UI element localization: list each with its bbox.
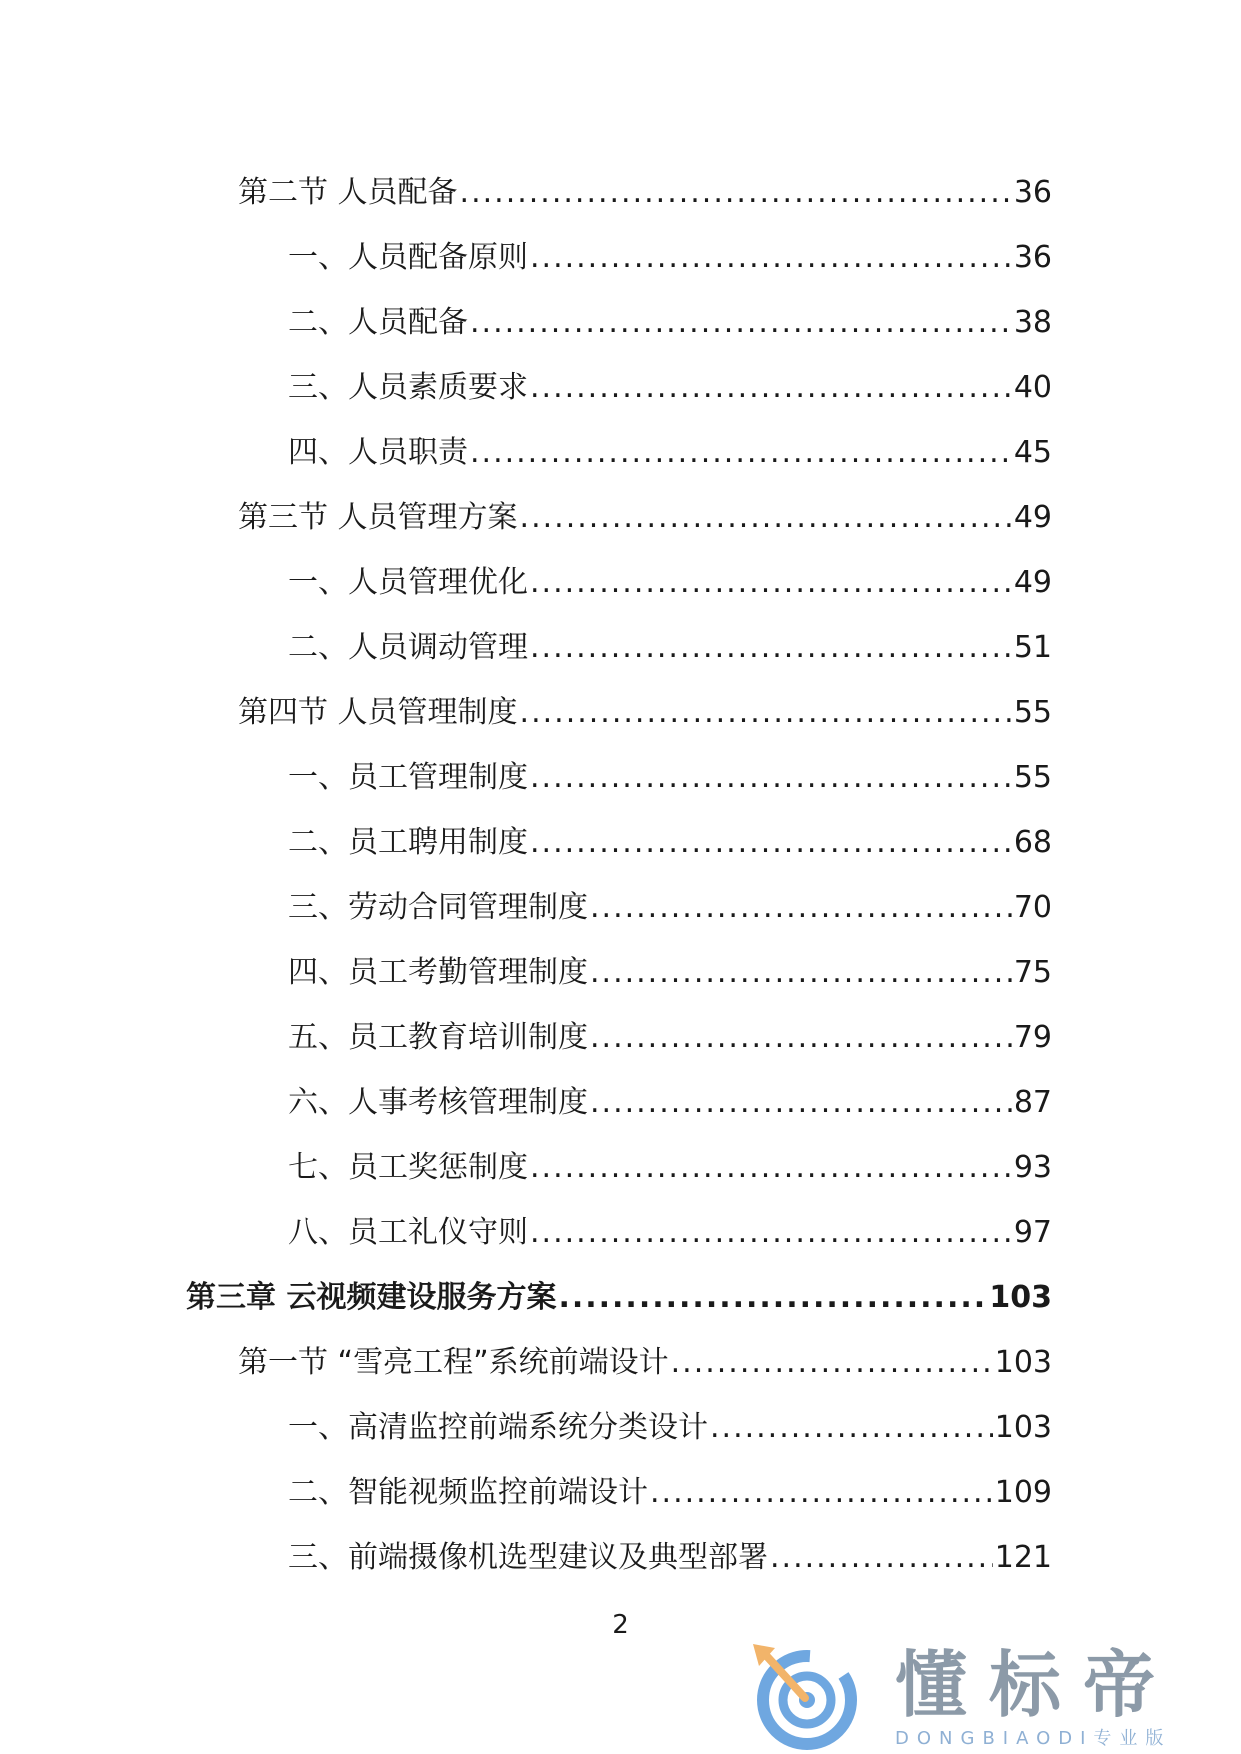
toc-dot-leader bbox=[520, 680, 1012, 745]
toc-dot-leader bbox=[470, 420, 1012, 485]
toc-entry-label: 三、前端摄像机选型建议及典型部署 bbox=[288, 1540, 768, 1575]
toc-entry-page: 40 bbox=[1013, 370, 1052, 405]
toc-entry-label: 第二节 人员配备 bbox=[238, 175, 458, 210]
toc-entry bbox=[186, 875, 1052, 940]
toc-dot-leader bbox=[530, 355, 1012, 420]
toc-entry bbox=[186, 1070, 1052, 1135]
toc-entry-page: 45 bbox=[1013, 435, 1052, 470]
toc-entry-label: 第四节 人员管理制度 bbox=[238, 695, 518, 730]
toc-entry-page: 93 bbox=[1013, 1150, 1052, 1185]
toc-entry-label: 第三节 人员管理方案 bbox=[238, 500, 518, 535]
toc-entry-page: 49 bbox=[1013, 565, 1052, 600]
toc-entry-label: 一、员工管理制度 bbox=[288, 760, 528, 795]
toc-entry bbox=[186, 290, 1052, 355]
toc-entry-label: 第三章 云视频建设服务方案 bbox=[186, 1280, 557, 1315]
toc-dot-leader bbox=[710, 1395, 993, 1460]
toc-entry bbox=[186, 225, 1052, 290]
toc-dot-leader bbox=[470, 290, 1012, 355]
toc-entry bbox=[186, 615, 1052, 680]
toc-entry-label: 八、员工礼仪守则 bbox=[288, 1215, 528, 1250]
toc-entry-page: 55 bbox=[1013, 695, 1052, 730]
toc-entry-page: 68 bbox=[1013, 825, 1052, 860]
toc-entry bbox=[186, 1460, 1052, 1525]
toc-dot-leader bbox=[530, 745, 1012, 810]
toc-entry-label: 二、人员调动管理 bbox=[288, 630, 528, 665]
toc-entry-page: 55 bbox=[1013, 760, 1052, 795]
toc-entry-page: 79 bbox=[1013, 1020, 1052, 1055]
toc-entry-label: 第一节 “雪亮工程”系统前端设计 bbox=[238, 1345, 669, 1380]
toc-dot-leader bbox=[558, 1265, 987, 1330]
toc-dot-leader bbox=[530, 550, 1012, 615]
toc-entry bbox=[186, 160, 1052, 225]
toc-entry-label: 一、人员管理优化 bbox=[288, 565, 528, 600]
toc-dot-leader bbox=[530, 1135, 1012, 1200]
toc-entry bbox=[186, 940, 1052, 1005]
toc-entry-page: 87 bbox=[1013, 1085, 1052, 1120]
toc-entry-label: 二、员工聘用制度 bbox=[288, 825, 528, 860]
toc-entry bbox=[186, 1135, 1052, 1200]
toc-entry-label: 二、人员配备 bbox=[288, 305, 468, 340]
toc-dot-leader bbox=[650, 1460, 993, 1525]
toc-dot-leader bbox=[530, 225, 1012, 290]
toc-entry bbox=[186, 1200, 1052, 1265]
toc-dot-leader bbox=[530, 1200, 1012, 1265]
toc-entry-label: 七、员工奖惩制度 bbox=[288, 1150, 528, 1185]
target-arrow-icon bbox=[745, 1640, 870, 1750]
toc-dot-leader bbox=[770, 1525, 993, 1590]
toc-dot-leader bbox=[520, 485, 1012, 550]
toc-dot-leader bbox=[530, 615, 1012, 680]
toc-entry-page: 49 bbox=[1013, 500, 1052, 535]
toc-entry-page: 109 bbox=[994, 1475, 1052, 1510]
toc-entry-label: 五、员工教育培训制度 bbox=[288, 1020, 588, 1055]
toc-entry-label: 四、员工考勤管理制度 bbox=[288, 955, 588, 990]
toc-entry-page: 70 bbox=[1013, 890, 1052, 925]
toc-entry-page: 103 bbox=[994, 1345, 1052, 1380]
toc-entry-page: 36 bbox=[1013, 240, 1052, 275]
toc-entry-label: 三、劳动合同管理制度 bbox=[288, 890, 588, 925]
toc-entry bbox=[186, 420, 1052, 485]
toc-entry bbox=[186, 1330, 1052, 1395]
toc-entry-page: 51 bbox=[1013, 630, 1052, 665]
toc-entry bbox=[186, 1265, 1052, 1330]
watermark-brand-name: 懂标帝 bbox=[895, 1643, 1178, 1727]
toc-entry-label: 二、智能视频监控前端设计 bbox=[288, 1475, 648, 1510]
toc-dot-leader bbox=[590, 940, 1012, 1005]
toc-entry-page: 121 bbox=[994, 1540, 1052, 1575]
watermark-subtitle: DONGBIAODI专业版 bbox=[895, 1728, 1172, 1749]
toc-dot-leader bbox=[460, 160, 1012, 225]
toc-entry bbox=[186, 355, 1052, 420]
toc-entry bbox=[186, 745, 1052, 810]
table-of-contents bbox=[186, 160, 1052, 1590]
toc-dot-leader bbox=[590, 875, 1012, 940]
toc-entry bbox=[186, 485, 1052, 550]
toc-entry-page: 103 bbox=[994, 1410, 1052, 1445]
toc-entry-page: 103 bbox=[989, 1280, 1052, 1315]
toc-dot-leader bbox=[590, 1070, 1012, 1135]
toc-dot-leader bbox=[530, 810, 1012, 875]
page-number: 2 bbox=[612, 1610, 629, 1640]
toc-entry bbox=[186, 810, 1052, 875]
toc-entry bbox=[186, 1005, 1052, 1070]
toc-entry-label: 六、人事考核管理制度 bbox=[288, 1085, 588, 1120]
toc-entry bbox=[186, 1395, 1052, 1460]
toc-entry-page: 38 bbox=[1013, 305, 1052, 340]
toc-entry-label: 三、人员素质要求 bbox=[288, 370, 528, 405]
toc-dot-leader bbox=[590, 1005, 1012, 1070]
toc-dot-leader bbox=[671, 1330, 993, 1395]
toc-entry-page: 97 bbox=[1013, 1215, 1052, 1250]
watermark bbox=[745, 1640, 1215, 1750]
toc-entry-label: 四、人员职责 bbox=[288, 435, 468, 470]
toc-entry bbox=[186, 680, 1052, 745]
toc-entry bbox=[186, 550, 1052, 615]
toc-entry bbox=[186, 1525, 1052, 1590]
toc-entry-label: 一、人员配备原则 bbox=[288, 240, 528, 275]
toc-entry-page: 36 bbox=[1013, 175, 1052, 210]
toc-entry-page: 75 bbox=[1013, 955, 1052, 990]
toc-entry-label: 一、高清监控前端系统分类设计 bbox=[288, 1410, 708, 1445]
